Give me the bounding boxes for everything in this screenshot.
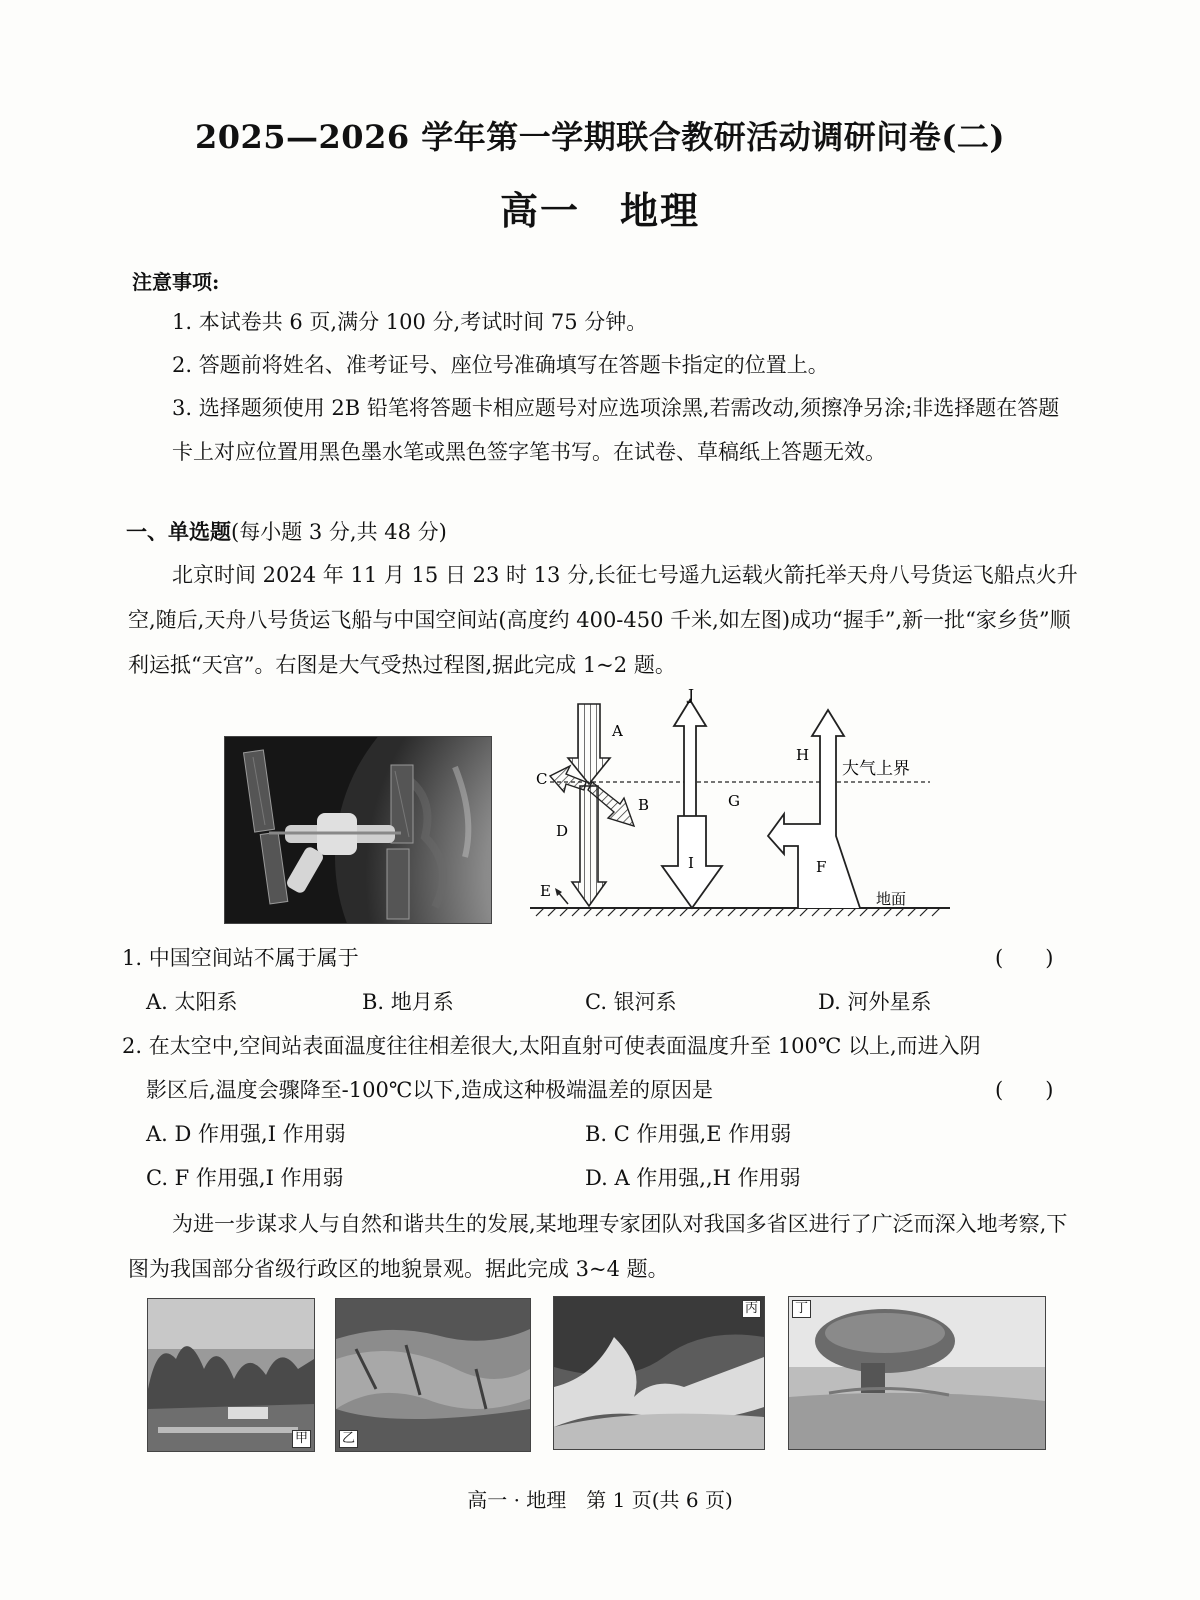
label-j: J	[688, 686, 695, 704]
photo-tag-yi: 乙	[339, 1430, 358, 1448]
space-station-photo	[224, 736, 492, 924]
q2-stem-line1: 2. 在太空中,空间站表面温度往往相差很大,太阳直射可使表面温度升至 100℃ 以上,而进入阴	[122, 1034, 981, 1058]
photo-tag-bing: 丙	[742, 1300, 761, 1318]
q1-option-d: D. 河外星系	[818, 990, 932, 1014]
photo-tag-ding: 丁	[792, 1300, 811, 1318]
q2-option-b: B. C 作用强,E 作用弱	[585, 1122, 792, 1146]
mushroom-rock-image	[789, 1297, 1045, 1449]
q1-option-c: C. 银河系	[585, 990, 677, 1014]
label-i: I	[688, 854, 694, 872]
q2-option-d: D. A 作用强,,H 作用弱	[585, 1166, 801, 1190]
q1-option-b: B. 地月系	[362, 990, 454, 1014]
notice-heading: 注意事项:	[132, 270, 220, 294]
q2-answer-paren: ( )	[995, 1078, 1054, 1102]
q2-option-a: A. D 作用强,I 作用弱	[146, 1122, 346, 1146]
space-station-image	[225, 737, 491, 923]
label-upper-boundary: 大气上界	[842, 759, 910, 779]
exam-title: 2025—2026 学年第一学期联合教研活动调研问卷(二)	[194, 118, 1006, 156]
label-h: H	[796, 746, 810, 764]
atmosphere-heating-diagram	[530, 686, 950, 924]
glacier-landscape-image	[554, 1297, 764, 1449]
photo-ding	[788, 1296, 1046, 1450]
label-c: C	[536, 770, 548, 788]
photo-bing	[553, 1296, 765, 1450]
arrow-a	[568, 704, 610, 784]
label-f: F	[816, 858, 827, 876]
notice-item-3	[172, 386, 1102, 474]
passage-1: 北京时间 2024 年 11 月 15 日 23 时 13 分,长征七号遥九运载火箭托举天舟八号货运飞船点火升空,随后,天舟八号货运飞船与中国空间站(高度约 400-450 千米,如左图)成功“握手”,新一批“家乡货”顺利运抵“天宫”。右图是大气受热过程图,据此完成 1~2 题。	[128, 563, 1078, 677]
q2-stem-line2: 影区后,温度会骤降至-100℃以下,造成这种极端温差的原因是	[146, 1078, 714, 1102]
passage-2: 为进一步谋求人与自然和谐共生的发展,某地理专家团队对我国多省区进行了广泛而深入地考察,下图为我国部分省级行政区的地貌景观。据此完成 3~4 题。	[128, 1212, 1068, 1281]
photo-jia	[147, 1298, 315, 1452]
section-label: 一、单选题	[126, 519, 231, 544]
label-a: A	[612, 722, 623, 740]
photo-tag-jia: 甲	[292, 1430, 311, 1448]
photo-yi	[335, 1298, 531, 1452]
loess-plateau-image	[336, 1299, 530, 1451]
section-note: (每小题 3 分,共 48 分)	[231, 520, 447, 544]
section-heading	[126, 516, 447, 546]
arrow-d	[572, 786, 606, 906]
notice-item-1: 1. 本试卷共 6 页,满分 100 分,考试时间 75 分钟。	[172, 310, 648, 334]
label-e: E	[540, 882, 551, 900]
q1-answer-paren: ( )	[995, 946, 1054, 970]
label-g: G	[728, 792, 740, 810]
label-ground: 地面	[876, 890, 907, 908]
notice-item-3-text: 3. 选择题须使用 2B 铅笔将答题卡相应题号对应选项涂黑,若需改动,须擦净另涂;非选择题在答题卡上对应位置用黑色墨水笔或黑色签字笔书写。在试卷、草稿纸上答题无效。	[172, 396, 1060, 464]
q2-option-c: C. F 作用强,I 作用弱	[146, 1166, 344, 1190]
notice-item-2: 2. 答题前将姓名、准考证号、座位号准确填写在答题卡指定的位置上。	[172, 353, 829, 377]
karst-landscape-image	[148, 1299, 314, 1451]
label-b: B	[638, 796, 650, 814]
arrow-f-g-h	[768, 710, 860, 908]
page-footer: 高一 · 地理 第 1 页(共 6 页)	[467, 1488, 733, 1512]
q1-stem: 1. 中国空间站不属于属于	[122, 946, 359, 970]
label-d: D	[556, 822, 569, 840]
q1-option-a: A. 太阳系	[146, 990, 238, 1014]
exam-subject: 高一 地理	[499, 188, 700, 233]
